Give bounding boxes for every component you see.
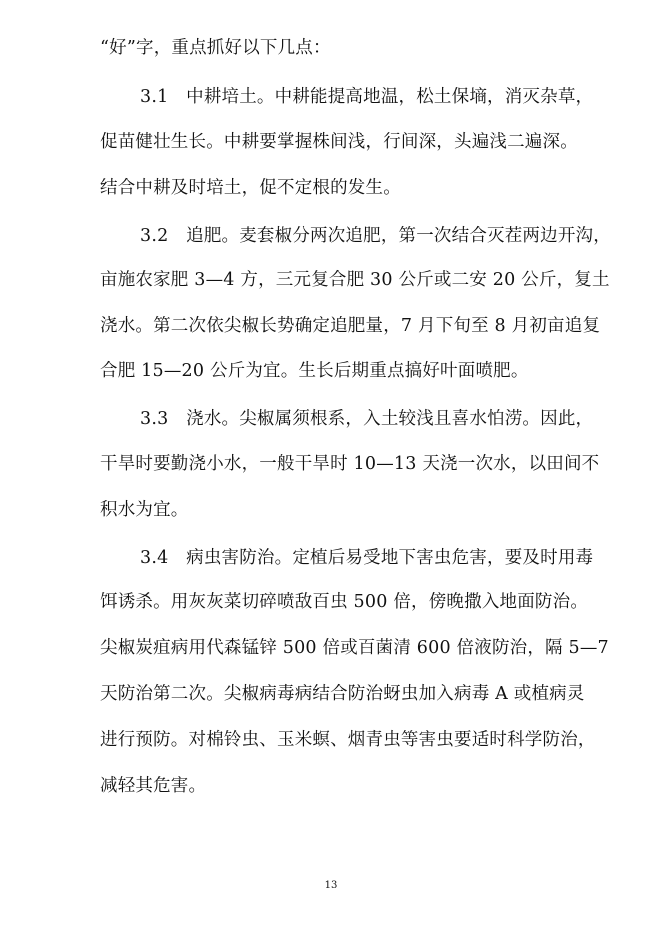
text-line-13: 饵诱杀。用灰灰菜切碎喷敌百虫 500 倍，傍晚撒入地面防治。 <box>100 592 589 612</box>
text-line-4: 结合中耕及时培土，促不定根的发生。 <box>100 178 401 198</box>
text-line-10: 干旱时要勤浇小水，一般干旱时 10—13 天浇一次水，以田间不 <box>100 454 600 474</box>
page-number: 13 <box>324 880 338 891</box>
text-line-11: 积水为宜。 <box>100 500 189 520</box>
text-line-17: 减轻其危害。 <box>100 776 207 796</box>
text-line-16: 进行预防。对棉铃虫、玉米螟、烟青虫等害虫要适时科学防治， <box>100 730 596 750</box>
text-line-9: 3.3 浇水。尖椒属须根系，入土较浅且喜水怕涝。因此， <box>140 409 594 429</box>
text-line-5: 3.2 追肥。麦套椒分两次追肥，第一次结合灭茬两边开沟， <box>140 226 611 246</box>
text-line-1: “好”字，重点抓好以下几点： <box>100 38 331 58</box>
text-line-7: 浇水。第二次依尖椒长势确定追肥量，7 月下旬至 8 月初亩追复 <box>100 316 601 336</box>
text-line-3: 促苗健壮生长。中耕要掌握株间浅，行间深，头遍浅二遍深。 <box>100 132 578 152</box>
text-line-14: 尖椒炭疽病用代森锰锌 500 倍或百菌清 600 倍液防治，隔 5—7 <box>100 638 609 658</box>
text-line-15: 天防治第二次。尖椒病毒病结合防治蚜虫加入病毒 A 或植病灵 <box>100 684 585 704</box>
text-line-2: 3.1 中耕培土。中耕能提高地温，松土保墒，消灭杂草， <box>140 87 594 107</box>
text-line-8: 合肥 15—20 公斤为宜。生长后期重点搞好叶面喷肥。 <box>100 361 529 381</box>
text-line-6: 亩施农家肥 3—4 方，三元复合肥 30 公斤或二安 20 公斤，复土 <box>100 270 610 290</box>
text-line-12: 3.4 病虫害防治。定植后易受地下害虫危害，要及时用毒 <box>140 548 594 568</box>
